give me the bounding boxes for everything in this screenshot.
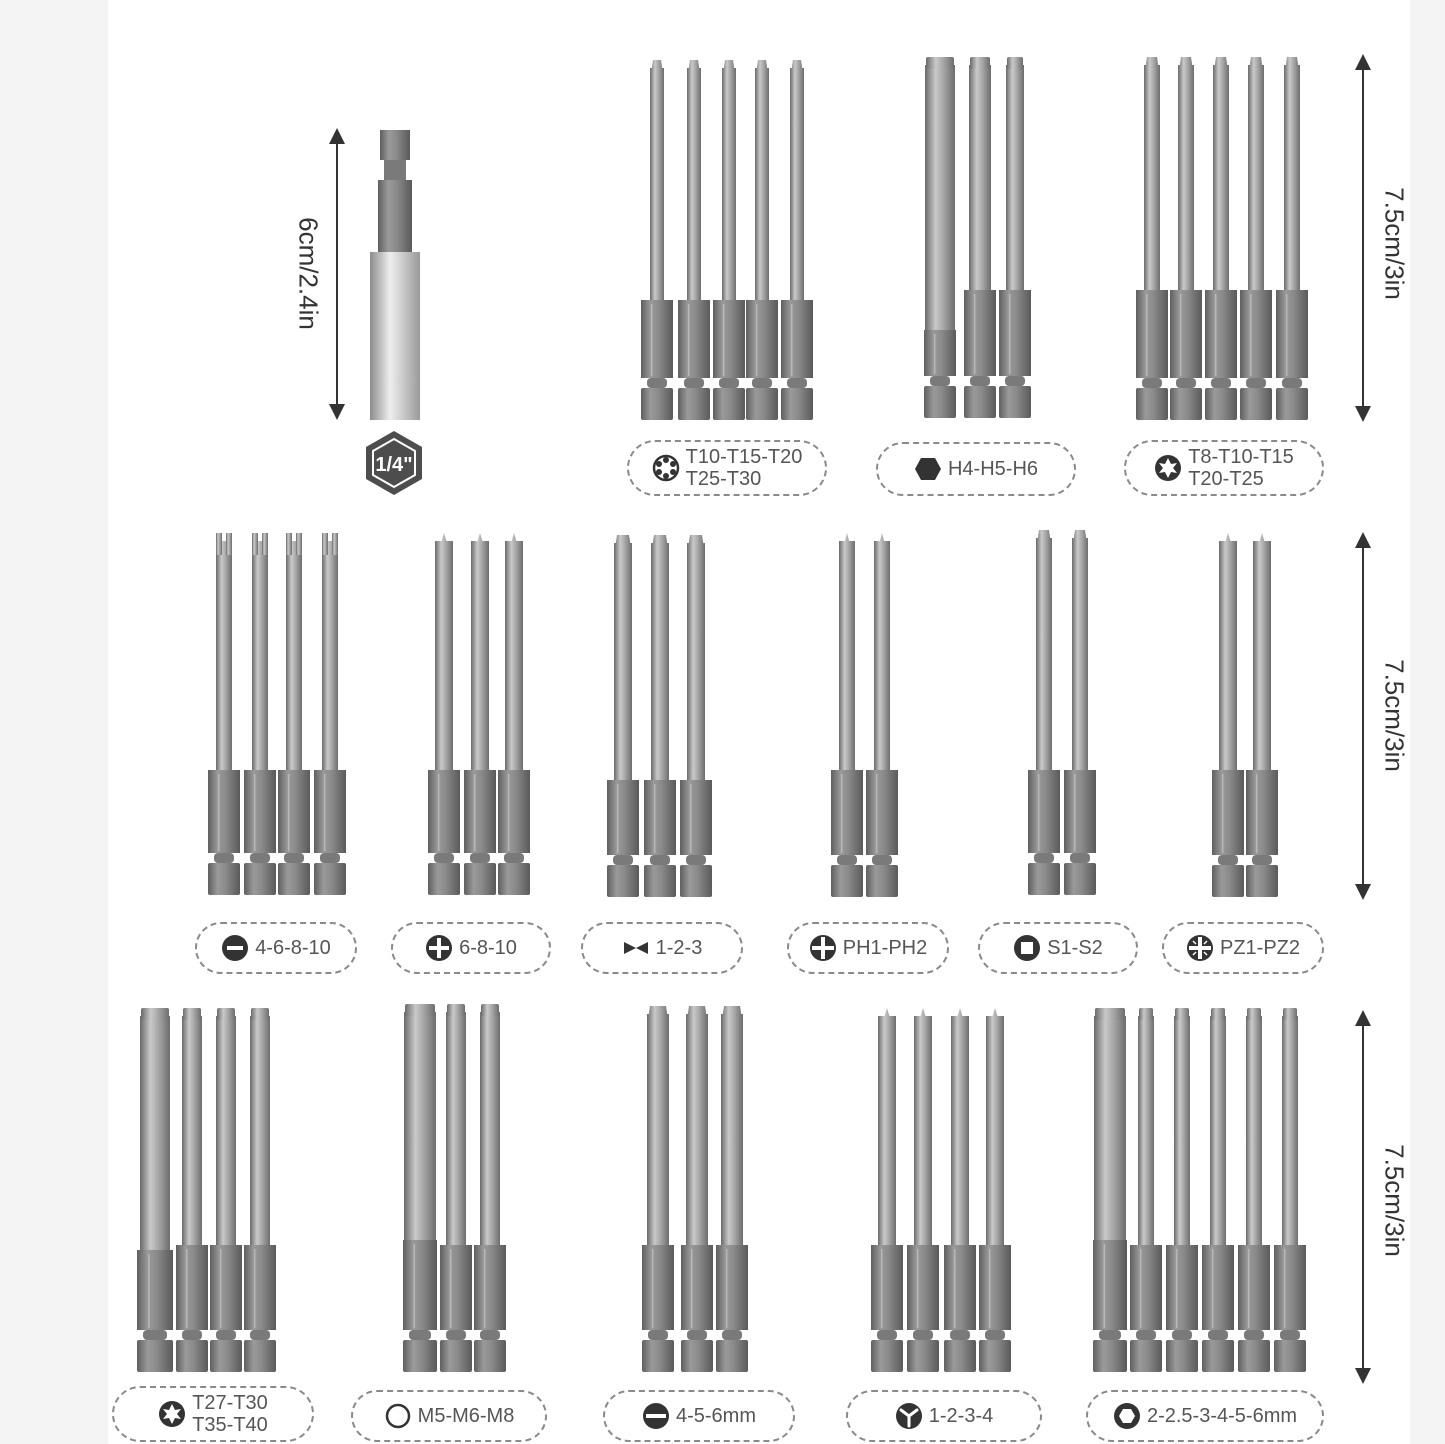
badge-line: 6-8-10 — [459, 937, 517, 959]
torx-bit-t40 — [137, 1008, 173, 1372]
hex-bit-6mm — [1093, 1008, 1127, 1372]
badge-line: S1-S2 — [1047, 937, 1103, 959]
cross-bit — [498, 533, 530, 895]
badge-line: 1-2-3-4 — [928, 1405, 994, 1427]
torx-star-icon — [1154, 454, 1182, 482]
torx-bit — [244, 1008, 276, 1372]
badge-line: 4-5-6mm — [675, 1405, 756, 1427]
badge-line: T25-T30 — [685, 468, 762, 490]
wing-bit — [607, 535, 639, 897]
torx-bit — [678, 60, 710, 420]
triwing-icon — [895, 1402, 923, 1430]
u-slot-icon — [221, 934, 249, 962]
badge-triwing — [846, 1390, 1042, 1442]
spline-bit-m8 — [403, 1004, 437, 1372]
row2-dimension-label: 7.5cm/3in — [1379, 659, 1410, 772]
wing-bit — [644, 535, 676, 897]
badge-line: H4-H5-H6 — [947, 458, 1039, 480]
u-shape-bit — [244, 533, 276, 895]
spline-bit — [440, 1004, 472, 1372]
torx-bit — [746, 60, 778, 420]
torx-bit — [1170, 57, 1202, 420]
badge-wing — [581, 922, 743, 974]
row3-dimension-label: 7.5cm/3in — [1379, 1144, 1410, 1257]
badge-spline — [351, 1390, 547, 1442]
pozidriv-bit — [1246, 533, 1278, 897]
badge-torx-b — [1124, 440, 1324, 496]
phillips-icon — [809, 934, 837, 962]
hex-bit — [1202, 1008, 1234, 1372]
row1-dimension-label: 7.5cm/3in — [1379, 187, 1410, 300]
cross-bit — [428, 533, 460, 895]
badge-line: M5-M6-M8 — [417, 1405, 515, 1427]
slotted-bit — [681, 1006, 713, 1372]
slotted-bit — [642, 1006, 674, 1372]
right-margin-panel — [1410, 0, 1445, 1444]
square-bit — [1028, 530, 1060, 895]
spline-bit — [474, 1004, 506, 1372]
torx-bit — [713, 60, 745, 420]
u-shape-bit — [278, 533, 310, 895]
slotted-icon — [642, 1402, 670, 1430]
phillips-bit — [831, 533, 863, 897]
torx-bit — [1205, 57, 1237, 420]
badge-line: 2-2.5-3-4-5-6mm — [1146, 1405, 1298, 1427]
badge-line: T20-T25 — [1188, 468, 1264, 490]
triwing-bit — [979, 1008, 1011, 1372]
hexagon-icon — [914, 455, 942, 483]
torx-star-icon — [158, 1400, 186, 1428]
torx-bit — [781, 60, 813, 420]
adapter-length-label: 6cm/2.4in — [293, 217, 324, 330]
triwing-bit — [907, 1008, 939, 1372]
quarter-inch-hex-emblem — [366, 431, 422, 495]
pozidriv-icon — [1186, 934, 1214, 962]
badge-line: 1-2-3 — [655, 937, 703, 959]
cross-bit — [464, 533, 496, 895]
badge-cross — [391, 922, 551, 974]
torx-bit — [176, 1008, 208, 1372]
badge-u-shape — [195, 922, 357, 974]
phillips-bit — [866, 533, 898, 897]
badge-line: T8-T10-T15 — [1188, 446, 1294, 468]
badge-slotted — [603, 1390, 795, 1442]
badge-phillips — [787, 922, 949, 974]
badge-square — [978, 922, 1138, 974]
u-shape-bit — [208, 533, 240, 895]
badge-torx-tamper-a — [627, 440, 827, 496]
torx-bit — [1240, 57, 1272, 420]
hex-bit — [1166, 1008, 1198, 1372]
badge-line: 4-6-8-10 — [255, 937, 331, 959]
wing-bowtie-icon — [622, 934, 650, 962]
u-shape-bit — [314, 533, 346, 895]
hex-bit-h4 — [999, 57, 1031, 418]
wing-bit — [680, 535, 712, 897]
circle-icon — [384, 1402, 412, 1430]
badge-torx-c — [112, 1386, 314, 1442]
hex-socket-icon — [1113, 1402, 1141, 1430]
hex-bit-h5 — [964, 57, 996, 418]
left-margin-panel — [0, 0, 108, 1444]
torx-bit — [641, 60, 673, 420]
badge-pozi — [1162, 922, 1324, 974]
magnetic-bit-holder — [370, 130, 420, 420]
torx-bit — [1136, 57, 1168, 420]
square-icon — [1013, 934, 1041, 962]
square-bit — [1064, 530, 1096, 895]
torx-bit — [210, 1008, 242, 1372]
hex-emblem-label: 1/4" — [375, 454, 413, 476]
hex-bit-h6 — [924, 57, 956, 418]
hex-bit — [1130, 1008, 1162, 1372]
triwing-bit — [944, 1008, 976, 1372]
torx-bit — [1276, 57, 1308, 420]
slotted-bit — [716, 1006, 748, 1372]
hex-bit — [1238, 1008, 1270, 1372]
pozidriv-bit — [1212, 533, 1244, 897]
badge-hex-mm — [1086, 1390, 1324, 1442]
badge-line: T35-T40 — [192, 1414, 268, 1436]
torx-tamper-icon — [652, 454, 680, 482]
badge-hex — [876, 442, 1076, 496]
cross-icon — [425, 934, 453, 962]
badge-line: T27-T30 — [192, 1392, 268, 1414]
triwing-bit — [871, 1008, 903, 1372]
badge-line: PH1-PH2 — [842, 937, 928, 959]
badge-line: PZ1-PZ2 — [1219, 937, 1301, 959]
hex-bit — [1274, 1008, 1306, 1372]
badge-line: T10-T15-T20 — [685, 446, 803, 468]
